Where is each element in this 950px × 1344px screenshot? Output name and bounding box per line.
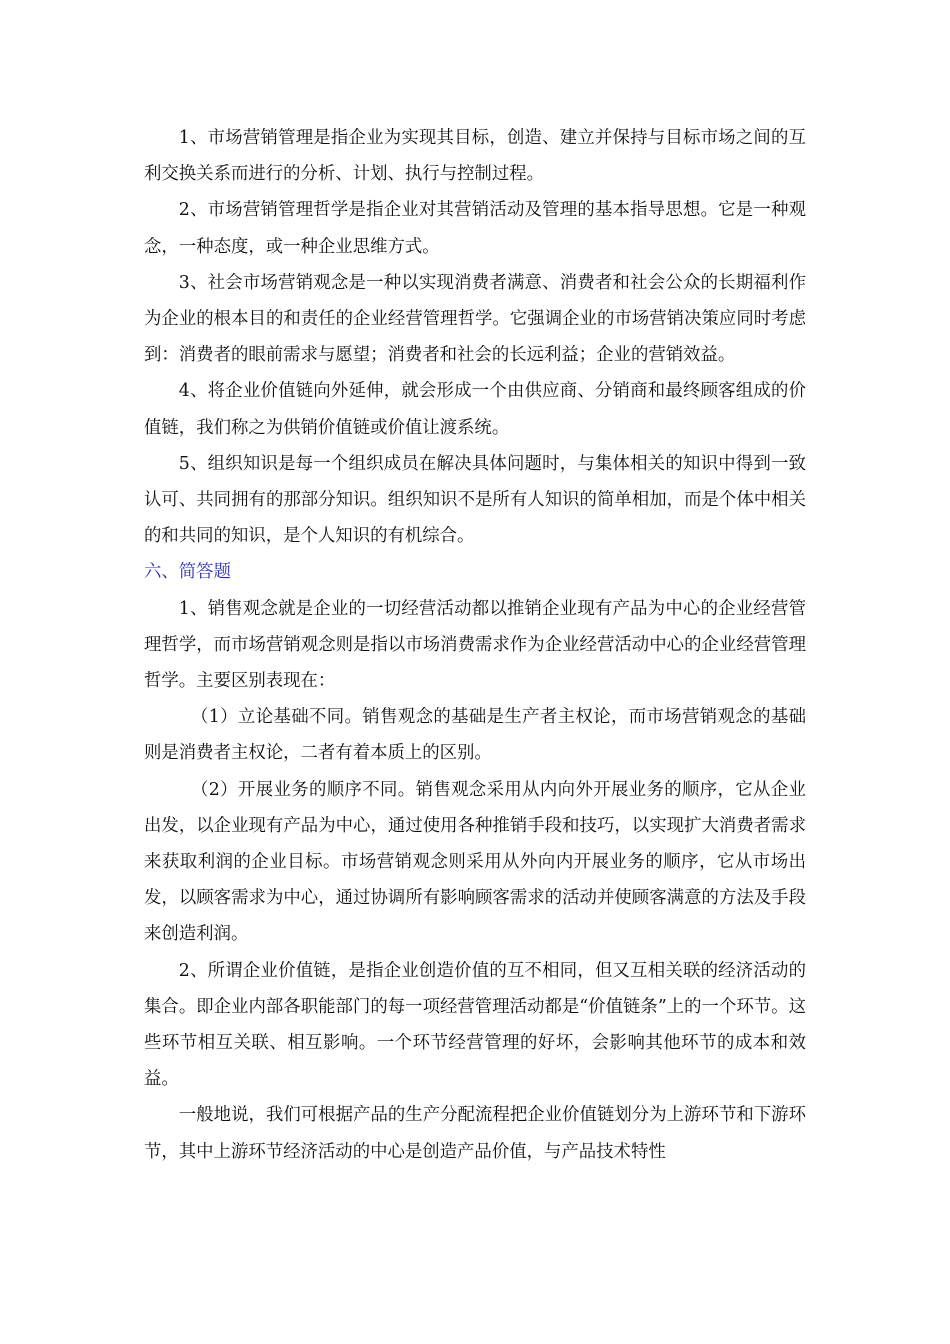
answer-2-continuation: 一般地说，我们可根据产品的生产分配流程把企业价值链划分为上游环节和下游环节，其中上游环节经济活动的中心是创造产品价值，与产品技术特性 (144, 1105, 806, 1162)
answer-1-point-2: （2）开展业务的顺序不同。销售观念采用从内向外开展业务的顺序，它从企业出发，以企业现有产品为中心，通过使用各种推销手段和技巧，以实现扩大消费者需求来获取利润的企业目标。市场营销观念则采用从外向内开展业务的顺序，它从市场出发，以顾客需求为中心，通过协调所有影响顾客需求的活动并使顾客满意的方法及手段来创造利润。 (144, 779, 806, 945)
definition-4: 4、将企业价值链向外延伸，就会形成一个由供应商、分销商和最终顾客组成的价值链，我们称之为供销价值链或价值让渡系统。 (144, 381, 806, 438)
answer-2-intro: 2、所谓企业价值链，是指企业创造价值的互不相同，但又互相关联的经济活动的集合。即企业内部各职能部门的每一项经营管理活动都是“价值链条”上的一个环节。这些环节相互关联、相互影响。一个环节经营管理的好坏，会影响其他环节的成本和效益。 (144, 960, 806, 1090)
answer-1-intro: 1、销售观念就是企业的一切经营活动都以推销企业现有产品为中心的企业经营管理哲学，而市场营销观念则是指以市场消费需求作为企业经营活动中心的企业经营管理哲学。主要区别表现在： (144, 598, 806, 692)
definition-5: 5、组织知识是每一个组织成员在解决具体问题时，与集体相关的知识中得到一致认可、共同拥有的那部分知识。组织知识不是所有人知识的简单相加，而是个体中相关的和共同的知识，是个人知识的有机综合。 (144, 453, 806, 547)
answer-1-point-1: （1）立论基础不同。销售观念的基础是生产者主权论，而市场营销观念的基础则是消费者主权论，二者有着本质上的区别。 (144, 707, 806, 764)
definition-1: 1、市场营销管理是指企业为实现其目标，创造、建立并保持与目标市场之间的互利交换关系而进行的分析、计划、执行与控制过程。 (144, 128, 806, 185)
definition-2: 2、市场营销管理哲学是指企业对其营销活动及管理的基本指导思想。它是一种观念，一种态度，或一种企业思维方式。 (144, 200, 806, 257)
section-heading: 六、简答题 (144, 562, 231, 583)
definition-3: 3、社会市场营销观念是一种以实现消费者满意、消费者和社会公众的长期福利作为企业的根本目的和责任的企业经营管理哲学。它强调企业的市场营销决策应同时考虑到：消费者的眼前需求与愿望；消费者和社会的长远利益；企业的营销效益。 (144, 272, 806, 366)
document-page (144, 120, 806, 1170)
